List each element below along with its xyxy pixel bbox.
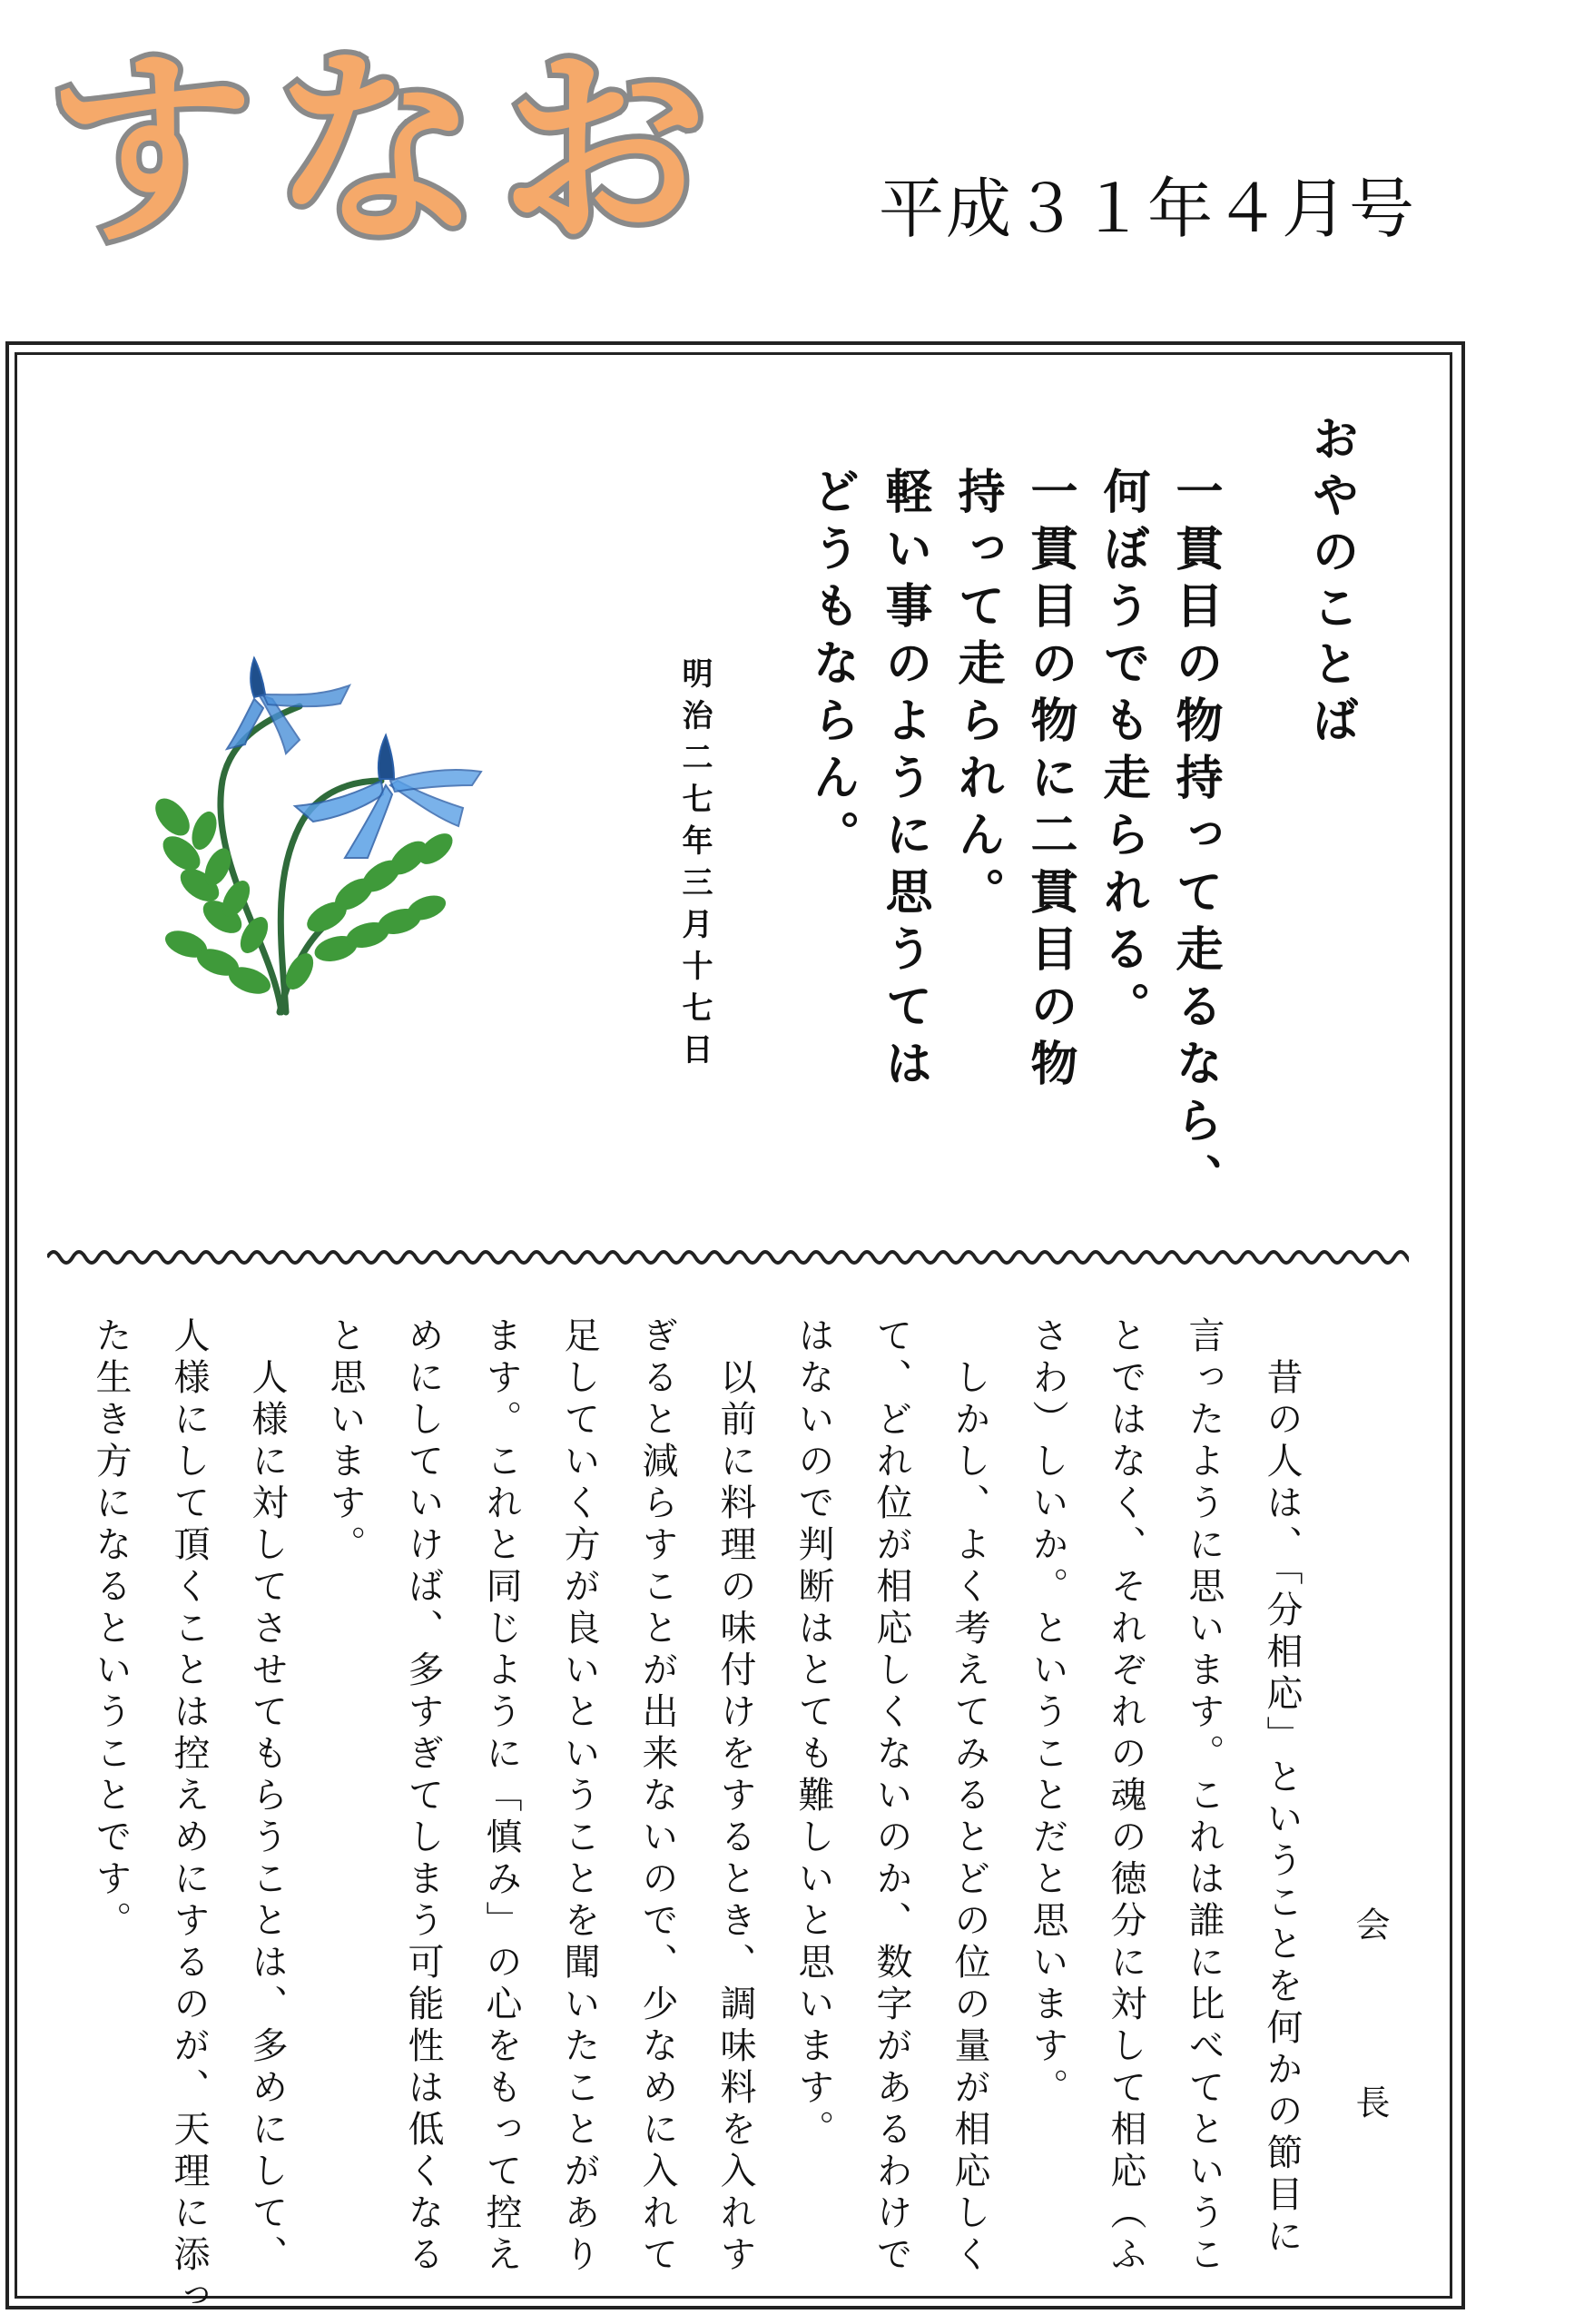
bellflower-top: [227, 658, 349, 753]
bellflower-illustration: [145, 645, 545, 1026]
essay-line-11: ます。これと同じように「慎み」の心をもって控え: [480, 1316, 522, 2277]
oyanokotoba-date: 明治二七年三月十七日: [676, 657, 713, 1075]
essay-line-13: と思います。: [324, 1316, 366, 1567]
essay-line-12: めにしていけば、多すぎてしまう可能性は低くなる: [402, 1316, 444, 2277]
essay-line-3: とではなく、それぞれの魂の徳分に対して相応（ふ: [1105, 1316, 1146, 2277]
essay-line-8: 以前に料理の味付けをするとき、調味料を入れす: [714, 1316, 756, 2277]
oyanokotoba-line-1: 一貫目の物持って走るなら、: [1167, 467, 1222, 1210]
essay-line-5: しかし、よく考えてみるとどの位の量が相応しく: [949, 1316, 990, 2277]
issue-label: 平成３１年４月号: [879, 171, 1417, 247]
newsletter-title: [36, 18, 853, 290]
essay-line-9: ぎると減らすことが出来ないので、少なめに入れて: [636, 1316, 678, 2277]
essay-author: 会 長: [1350, 1906, 1390, 2173]
oyanokotoba-line-4: 持って走られん。: [949, 467, 1004, 924]
essay-line-14: 人様に対してさせてもらうことは、多めにして、: [246, 1316, 288, 2277]
oyanokotoba-line-3: 一貫目の物に二貫目の物: [1022, 467, 1077, 1096]
newsletter-title-text: すなお: [45, 30, 727, 272]
essay-line-4: さわ）しいか。ということだと思います。: [1027, 1316, 1068, 2110]
oyanokotoba-line-2: 何ぼうでも走られる。: [1095, 467, 1149, 1039]
essay-line-16: た生き方になるということです。: [90, 1316, 132, 1943]
essay-line-7: はないので判断はとても難しいと思います。: [792, 1316, 834, 2152]
essay-line-6: て、どれ位が相応しくないのか、数字があるわけで: [871, 1316, 912, 2277]
essay-line-1: 昔の人は、「分相応」ということを何かの節目に: [1261, 1316, 1303, 2259]
essay-line-15: 人様にして頂くことは控えめにするのが、天理に添っ: [168, 1316, 210, 2319]
oyanokotoba-line-5: 軽い事のように思うては: [877, 467, 931, 1096]
essay-line-2: 言ったように思います。これは誰に比べてというこ: [1183, 1316, 1225, 2277]
oyanokotoba-line-6: どうもならん。: [804, 467, 859, 867]
wavy-divider: [47, 1244, 1409, 1271]
essay-line-10: 足していく方が良いということを聞いたことがあり: [558, 1316, 600, 2277]
oyanokotoba-heading: おやのことば: [1304, 414, 1358, 752]
wavy-divider-line: [47, 1252, 1409, 1263]
